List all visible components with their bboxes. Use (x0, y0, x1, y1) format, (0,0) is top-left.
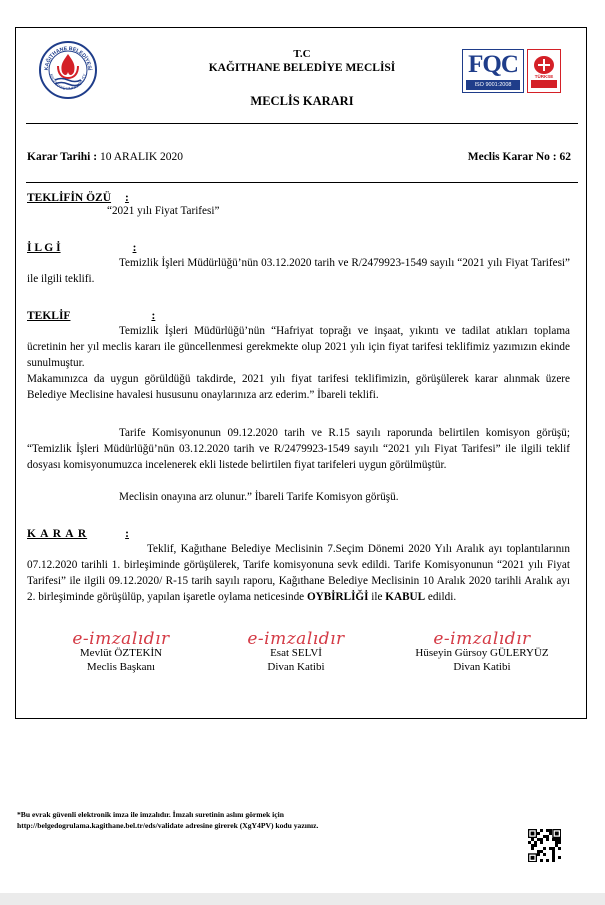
signer-name: Esat SELVİ (270, 647, 322, 659)
ilgi-heading-colon: : (132, 242, 137, 254)
karar-text-main: Teklif, Kağıthane Belediye Meclisinin 7.Seçim Dönemi 2020 Yılı Aralık ayı toplantılarının 07.12.2020 tarihli 1. birleşiminde görüşülerek, Tarife komisyonuna sevk edildi. Tarife Komisyonunun “2021 yılı Fiyat Tarifesi” ile ilgili 09.12.2020/ R-15 tarih sayılı raporu, Kağıthane Belediye Meclisinin 10 Aralık 2020 tarihli Aralık ayı 2. birleşiminde görüşülüp, yapılan işaretle oylama neticesinde (27, 543, 570, 603)
karar-unanimous: OYBİRLİĞİ (306, 591, 369, 603)
decision-date-label: Karar Tarihi : (27, 151, 98, 163)
signature-clerk-2 (392, 629, 572, 674)
tse-label: TÜRKSE (534, 74, 554, 79)
karar-accepted: KABUL (385, 591, 426, 603)
signer-name: Mevlüt ÖZTEKİN (79, 647, 163, 659)
ilgi-text-content: Temizlik İşleri Müdürlüğü’nün 03.12.2020 tarih ve R/2479923-1549 sayılı “2021 yılı Fiyat Tarifesi” ile ilgili teklifi. (27, 257, 570, 285)
signer-title: Divan Katibi (267, 661, 325, 673)
signature-clerk-1 (211, 629, 381, 674)
signature-chairman (36, 629, 206, 674)
teklif-paragraph-2: Makamınızca da uygun görüldüğü takdirde, 2021 yılı fiyat tarifesi teklifimizin, görüşülerek karar alınmak üzere Belediye Meclisine havalesi hususunu onaylarınıza arz ederim.” İbareli teklifi. (27, 373, 570, 401)
qr-code (528, 829, 561, 862)
header-council: KAĞITHANE BELEDİYE MECLİSİ (208, 62, 396, 74)
karar-heading-colon: : (125, 528, 129, 540)
e-signature-mark: e-imzalıdır (72, 629, 170, 649)
header-country: T.C (293, 48, 311, 60)
ozu-heading-colon: : (125, 192, 129, 204)
karar-heading-text: K A R A R (27, 528, 88, 540)
signer-title: Divan Katibi (453, 661, 511, 673)
qr-code-icon (528, 829, 561, 862)
karar-text-end: edildi. (425, 591, 457, 603)
decision-number-value: 62 (559, 151, 571, 163)
svg-text:KAĞITHANE MUNICIPALITY: KAĞITHANE MUNICIPALITY (49, 73, 87, 92)
signer-name: Hüseyin Gürsoy GÜLERYÜZ (415, 647, 549, 659)
verification-note-line-1: *Bu evrak güvenli elektronik imza ile imzalıdır. İmzalı suretinin aslını görmek için (17, 810, 284, 819)
teklif-paragraph-3-text: Tarife Komisyonunun 09.12.2020 tarih ve R.15 sayılı raporunda belirtilen komisyon görüşü; “Temizlik İşleri Müdürlüğü’nün 03.12.2020 tarih ve R/2479923-1549 sayılı “2021 yılı Fiyat Tarifesi” ile ilgili teklif dosyası komisyonumuzca incelenerek ekli listede belirtilen fiyat tarifeleri uygun görülmüştür. (27, 427, 570, 471)
header-divider (26, 123, 578, 124)
tse-logo (527, 49, 561, 93)
meta-divider (26, 182, 578, 183)
page-bottom-bar (0, 893, 605, 905)
teklif-paragraph-1 (27, 323, 570, 371)
decision-date-value: 10 ARALIK 2020 (99, 151, 184, 163)
iso-label: ISO 9001:2008 (466, 80, 520, 90)
tse-mark-icon (528, 50, 560, 92)
svg-text:KAĞITHANE BELEDİYESİ: KAĞITHANE BELEDİYESİ (43, 45, 93, 71)
decision-document (15, 27, 587, 719)
teklif-heading-colon: : (151, 310, 156, 322)
karar-text-mid: ile (368, 591, 386, 603)
e-signature-mark: e-imzalıdır (247, 629, 345, 649)
teklif-paragraph-3 (27, 425, 570, 473)
teklif-heading-text: TEKLİF (27, 310, 71, 322)
fqc-brand-text: FQC (468, 51, 518, 78)
e-signature-mark: e-imzalıdır (433, 629, 531, 649)
ilgi-heading-text: İ L G İ (27, 242, 61, 254)
ilgi-heading (27, 238, 136, 256)
decision-date (27, 151, 183, 163)
karar-text (27, 541, 570, 605)
teklif-paragraph-4-text: Meclisin onayına arz olunur.” İbareli Tarife Komisyon görüşü. (119, 491, 399, 503)
ozu-heading (27, 188, 129, 206)
ozu-heading-text: TEKLİFİN ÖZÜ (27, 192, 112, 204)
karar-heading (27, 524, 129, 542)
decision-number (468, 151, 571, 163)
fqc-logo (462, 49, 524, 93)
verification-note-line-2: http://belgedogrulama.kagithane.bel.tr/eds/validate adresine girerek (XgY4PV) kodu yazınız. (17, 820, 319, 830)
verification-note (17, 810, 497, 831)
ilgi-text (27, 255, 570, 287)
signer-title: Meclis Başkanı (86, 661, 156, 673)
ozu-text: “2021 yılı Fiyat Tarifesi” (107, 205, 220, 217)
teklif-heading (27, 306, 155, 324)
teklif-paragraph-4 (27, 489, 570, 505)
decision-number-label: Meclis Karar No : (467, 151, 557, 163)
header-doc-type: MECLİS KARARI (250, 94, 354, 108)
teklif-paragraph-1-text: Temizlik İşleri Müdürlüğü’nün “Hafriyat toprağı ve inşaat, yıkıntı ve tadilat atıkları toplama ücretinin her yıl meclis kararı ile güncellenmesi gerekmekte olup 2021 yılı için fiyat tarifesi teklifimiz yazımızın ekinde sunulmuştur. (27, 325, 570, 369)
